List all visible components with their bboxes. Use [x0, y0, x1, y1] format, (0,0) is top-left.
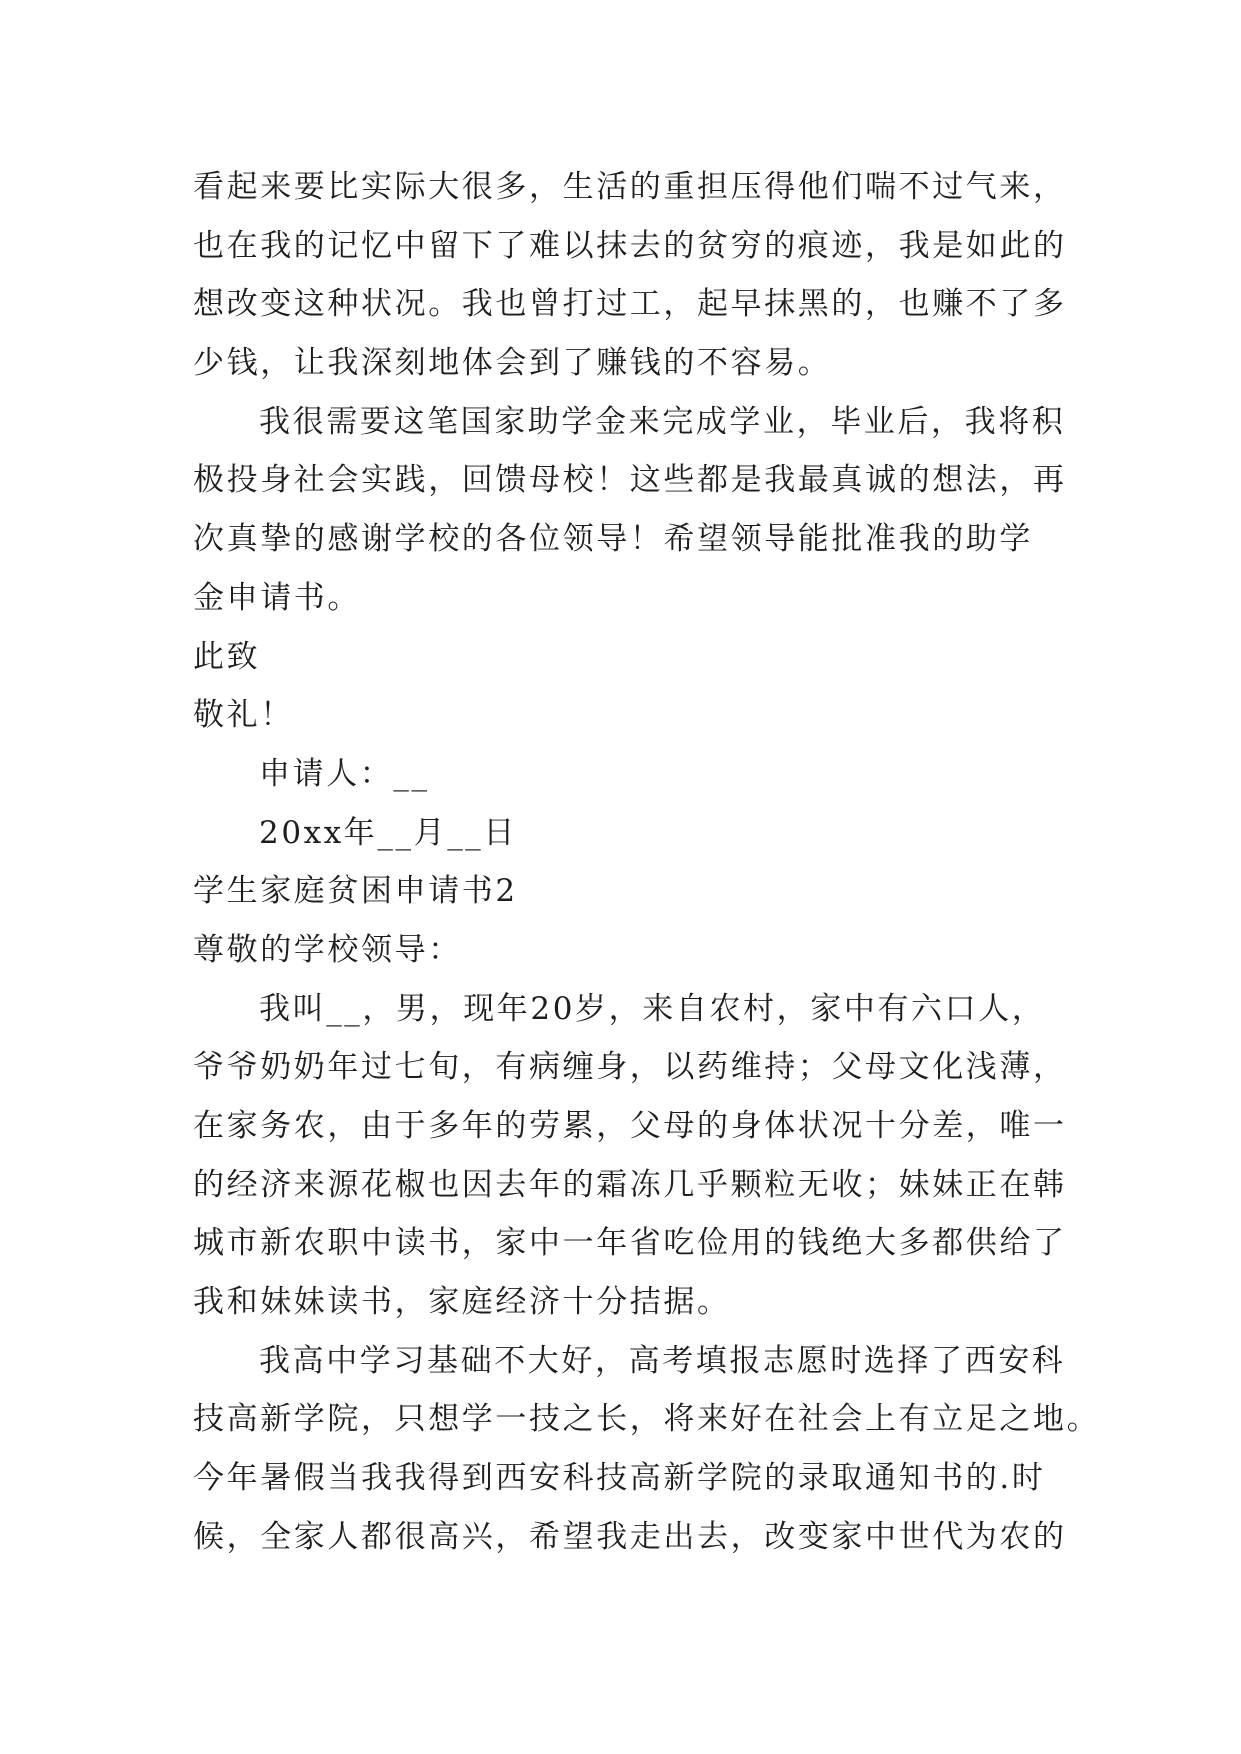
- closing-salutation: 敬礼！: [193, 697, 294, 734]
- text-line: 极投身社会实践，回馈母校！这些都是我最真诚的想法，再: [193, 462, 1067, 499]
- text-line: 我很需要这笔国家助学金来完成学业，毕业后，我将积: [259, 403, 1066, 440]
- date-line: 20xx年__月__日: [259, 814, 518, 851]
- text-line: 我叫__，男，现年20岁，来自农村，家中有六口人，: [259, 990, 1046, 1027]
- closing-salutation: 此致: [193, 638, 261, 675]
- text-line: 技高新学院，只想学一技之长，将来好在社会上有立足之地。: [193, 1401, 1101, 1438]
- applicant-signature: 申请人：__: [259, 755, 430, 792]
- text-line: 我和妹妹读书，家庭经济十分拮据。: [193, 1284, 731, 1321]
- greeting: 尊敬的学校领导：: [193, 931, 462, 968]
- section-title: 学生家庭贫困申请书2: [193, 873, 518, 910]
- text-line: 今年暑假当我我得到西安科技高新学院的录取通知书的.时: [193, 1460, 1046, 1497]
- text-line: 次真挚的感谢学校的各位领导！希望领导能批准我的助学: [193, 521, 1033, 558]
- text-line: 在家务农，由于多年的劳累，父母的身体状况十分差，唯一: [193, 1108, 1067, 1144]
- text-line: 候，全家人都很高兴，希望我走出去，改变家中世代为农的: [193, 1518, 1067, 1555]
- text-line: 金申请书。: [193, 579, 361, 616]
- text-line: 我高中学习基础不大好，高考填报志愿时选择了西安科: [259, 1342, 1066, 1379]
- document-page: [193, 158, 1101, 1567]
- text-line: 少钱，让我深刻地体会到了赚钱的不容易。: [193, 345, 832, 382]
- text-line: 想改变这种状况。我也曾打过工，起早抹黑的，也赚不了多: [193, 286, 1067, 323]
- text-line: 也在我的记忆中留下了难以抹去的贫穷的痕迹，我是如此的: [193, 227, 1067, 264]
- text-line: 的经济来源花椒也因去年的霜冻几乎颗粒无收；妹妹正在韩: [193, 1166, 1067, 1203]
- text-line: 看起来要比实际大很多，生活的重担压得他们喘不过气来，: [193, 169, 1067, 205]
- text-line: 爷爷奶奶年过七旬，有病缠身，以药维持；父母文化浅薄，: [193, 1049, 1067, 1086]
- text-line: 城市新农职中读书，家中一年省吃俭用的钱绝大多都供给了: [193, 1225, 1067, 1262]
